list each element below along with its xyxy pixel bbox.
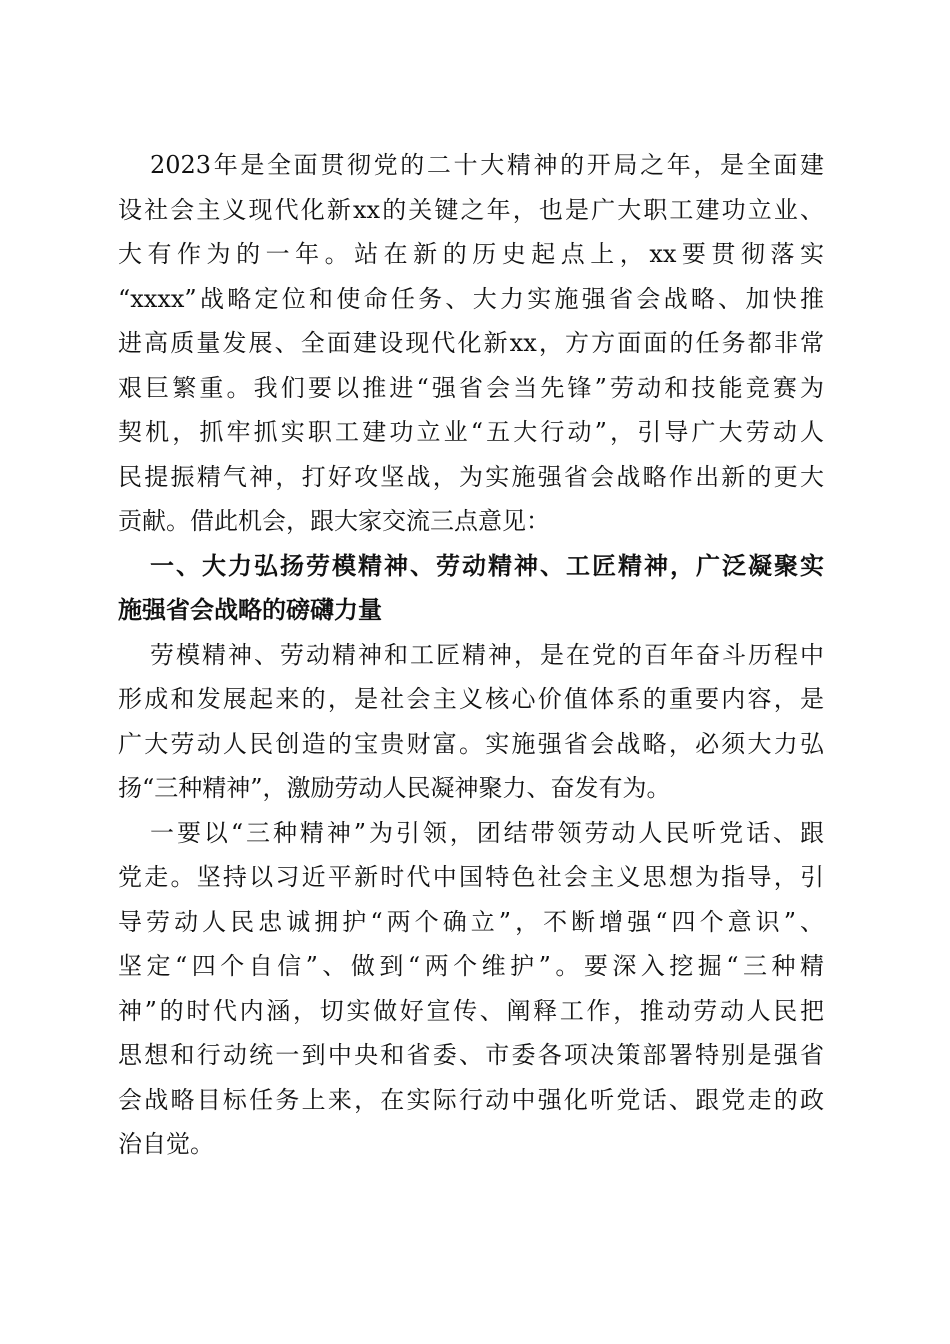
text-line: 导劳动人民忠诚拥护“两个确立”，不断增强“四个意识”、 [118,907,824,936]
text-line: 贡献。借此机会，跟大家交流三点意见： [118,507,550,535]
paragraph [118,143,824,544]
text-line: 劳模精神、劳动精神和工匠精神，是在党的百年奋斗历程中 [150,640,824,669]
text-line: 思想和行动统一到中央和省委、市委各项决策部署特别是强省 [118,1041,824,1069]
text-line: 艰巨繁重。我们要以推进“强省会当先锋”劳动和技能竞赛为 [118,373,824,402]
text-line: 神”的时代内涵，切实做好宣传、阐释工作，推动劳动人民把 [118,996,824,1025]
text-line: 大有作为的一年。站在新的历史起点上，xx要贯彻落实 [118,240,824,268]
text-line: 2023年是全面贯彻党的二十大精神的开局之年，是全面建 [150,151,824,179]
text-line: 广大劳动人民创造的宝贵财富。实施强省会战略，必须大力弘 [118,729,824,758]
text-line: 形成和发展起来的，是社会主义核心价值体系的重要内容，是 [118,685,824,713]
document-page [118,143,824,1167]
text-line: 契机，抓牢抓实职工建功立业“五大行动”，引导广大劳动人 [118,418,824,446]
text-line: 扬“三种精神”，激励劳动人民凝神聚力、奋发有为。 [118,774,671,802]
text-line: 一、大力弘扬劳模精神、劳动精神、工匠精神，广泛凝聚实 [150,551,824,580]
text-line: “xxxx”战略定位和使命任务、大力实施强省会战略、加快推 [118,284,824,313]
text-line: 治自觉。 [118,1130,214,1158]
paragraph [118,633,824,811]
text-line: 民提振精气神，打好攻坚战，为实施强省会战略作出新的更大 [118,462,824,491]
text-line: 进高质量发展、全面建设现代化新xx，方方面面的任务都非常 [118,329,824,357]
text-line: 一要以“三种精神”为引领，团结带领劳动人民听党话、跟 [150,818,824,847]
paragraph [118,811,824,1167]
section-heading [118,544,824,633]
text-line: 施强省会战略的磅礴力量 [118,596,382,624]
text-line: 会战略目标任务上来，在实际行动中强化听党话、跟党走的政 [118,1085,824,1114]
text-line: 坚定“四个自信”、做到“两个维护”。要深入挖掘“三种精 [118,952,824,980]
text-line: 党走。坚持以习近平新时代中国特色社会主义思想为指导，引 [118,863,824,891]
text-line: 设社会主义现代化新xx的关键之年，也是广大职工建功立业、 [118,195,824,224]
